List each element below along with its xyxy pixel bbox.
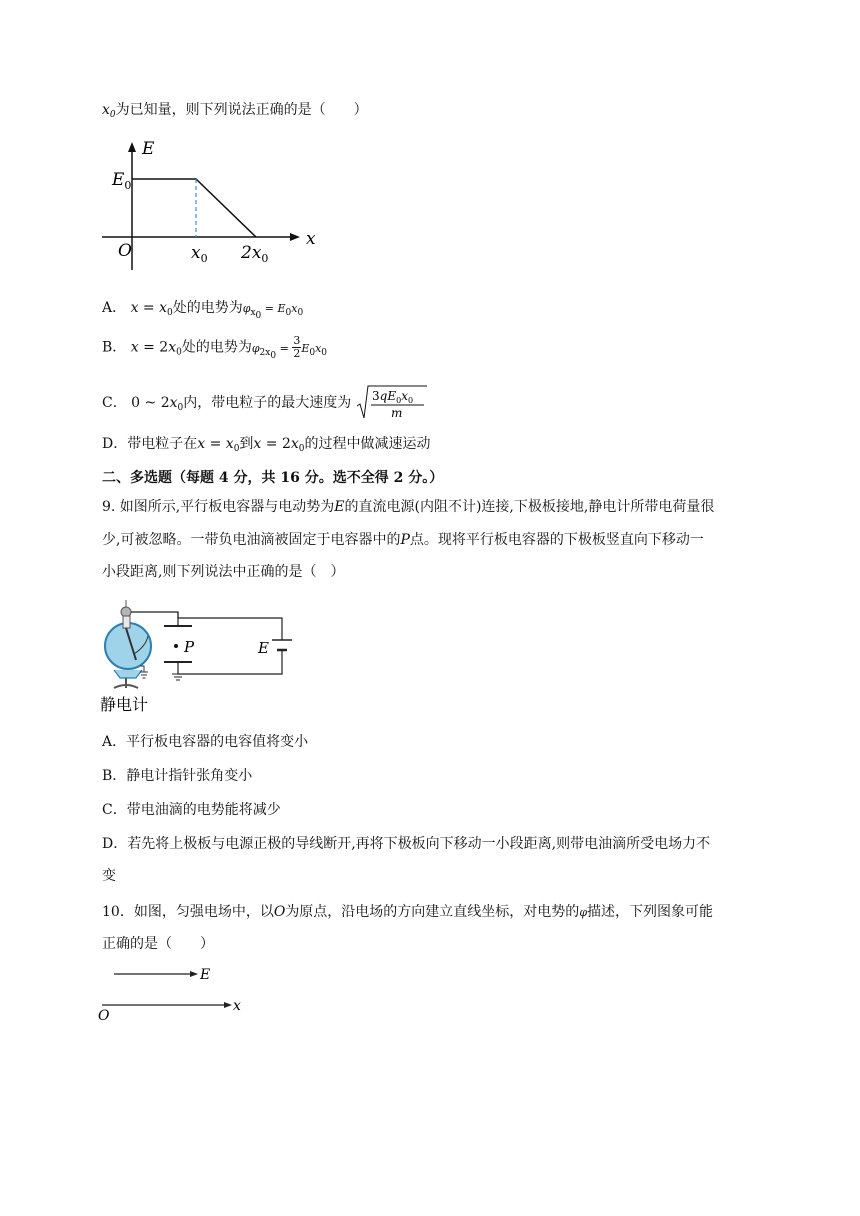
coordinate-axis-arrow xyxy=(224,1002,232,1008)
max-speed-formula xyxy=(356,384,428,422)
e0-label: $E_0$ xyxy=(112,170,132,192)
q8-option-d: D．带电粒子在$x = x_0$到$x = 2x_0$的过程中做减速运动 xyxy=(102,436,431,454)
q9-option-d-line2: 变 xyxy=(102,868,116,884)
field-e-label: E xyxy=(200,967,211,983)
origin-label: O xyxy=(118,241,132,261)
x-axis-label: x xyxy=(306,229,316,249)
oil-drop-point xyxy=(174,644,178,648)
y-axis-label: E xyxy=(142,139,155,159)
section-heading: 二、多选题（每题 4 分，共 16 分。选不全得 2 分。） xyxy=(102,470,444,486)
field-arrow-head xyxy=(190,971,198,977)
q8-stem-text: 为已知量，则下列说法正确的是（ ） xyxy=(115,102,368,118)
electroscope-caption: 静电计 xyxy=(100,695,149,714)
ground-symbol xyxy=(172,674,184,680)
q9-option-a: A．平行板电容器的电容值将变小 xyxy=(102,734,309,750)
q9-stem-line1: 9. 如图所示,平行板电容器与电动势为E的直流电源(内阻不计)连接,下极板接地,静电计所带电荷量很 xyxy=(102,499,715,515)
svg-text:m: m xyxy=(390,406,403,420)
q10-stem-line1: 10．如图，匀强电场中，以O为原点，沿电场的方向建立直线坐标，对电势的φ描述，下列图象可能 xyxy=(102,904,714,920)
q9-stem-line2: 少,可被忽略。一带负电油滴被固定于电容器中的P点。现将平行板电容器的下极板竖直向下移动一 xyxy=(102,532,704,548)
svg-text:3qE0x0: $3qE_0x_0$ xyxy=(371,389,413,405)
tick-x0-label: $x_0$ xyxy=(191,243,208,265)
e-curve xyxy=(132,179,256,237)
tick-2x0-label: $2x_0$ xyxy=(241,243,269,265)
y-axis-arrow xyxy=(128,142,136,152)
q9-capacitor-circuit-figure xyxy=(96,596,306,716)
q9-option-b: B．静电计指针张角变小 xyxy=(102,768,253,784)
q10-field-axis-figure xyxy=(96,962,256,1024)
point-p-label: P xyxy=(184,638,195,656)
x-axis-arrow xyxy=(290,233,300,241)
q8-option-a: A． $x = x_0$处的电势为$\varphi_{x_0} = E_0x_0$ xyxy=(102,300,304,321)
emf-label: E xyxy=(258,639,269,657)
q8-e-x-graph xyxy=(100,136,330,276)
coordinate-x-label: x xyxy=(233,998,241,1014)
three-halves-fraction: $\frac{3}{2}$ xyxy=(293,334,301,360)
x0-symbol: $x_0$ xyxy=(102,102,116,120)
coordinate-origin-label: O xyxy=(98,1008,110,1024)
electroscope-body xyxy=(105,623,151,669)
q8-option-b: B． $x = 2x_0$处的电势为$\varphi_{2x_0}$ = $\frac{3}{2}$ $E_0x_0$ xyxy=(102,334,328,361)
q9-stem-line3: 小段距离,则下列说法中正确的是（ ） xyxy=(102,564,345,580)
q9-option-c: C．带电油滴的电势能将减少 xyxy=(102,802,281,818)
q8-option-c: C． 0 ~ $2x_0$内，带电粒子的最大速度为 $3qE_0x_0$ m xyxy=(102,384,428,422)
q8-stem-line xyxy=(102,100,368,125)
q10-stem-line2: 正确的是（ ） xyxy=(102,936,214,952)
q9-option-d-line1: D．若先将上极板与电源正极的导线断开,再将下极板向下移动一小段距离,则带电油滴所受电场力不 xyxy=(102,836,711,852)
